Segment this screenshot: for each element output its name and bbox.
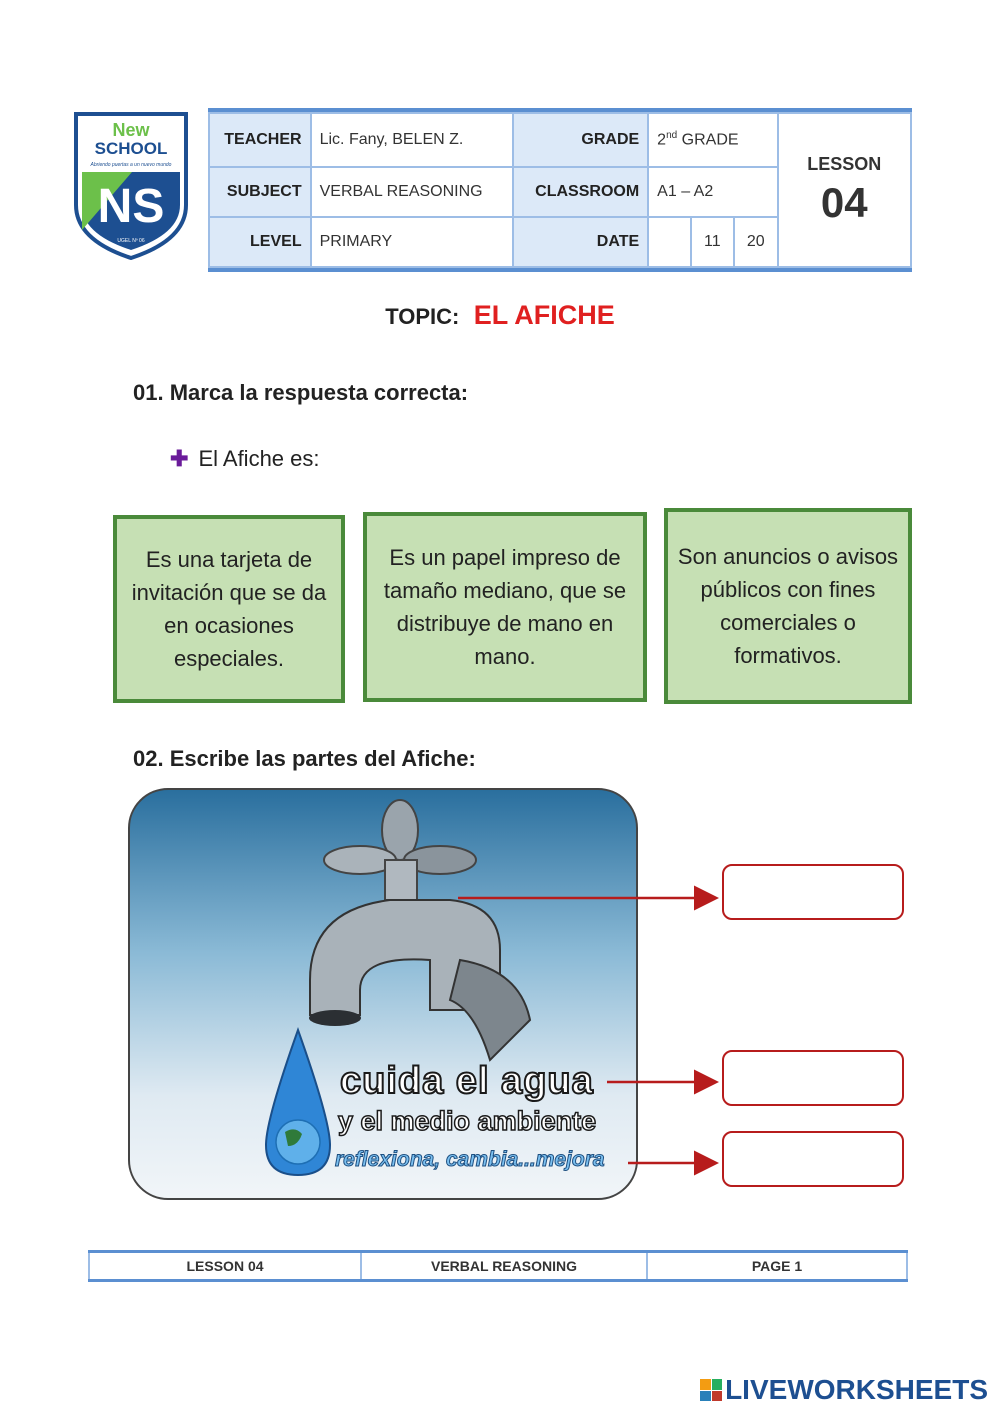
question-2-title: 02. Escribe las partes del Afiche:: [133, 746, 476, 771]
logo-line2: SCHOOL: [94, 139, 168, 158]
subject-label: SUBJECT: [209, 167, 311, 217]
classroom-label: CLASSROOM: [513, 167, 648, 217]
question-1-title: 01. Marca la respuesta correcta:: [133, 380, 469, 405]
bullet-arrow-icon: ✚: [170, 446, 189, 471]
option-card-3[interactable]: Son anuncios o avisos públicos con fines comerciales o formativos.: [664, 508, 912, 704]
topic-label: TOPIC:: [385, 304, 460, 329]
teacher-value: Lic. Fany, BELEN Z.: [311, 113, 513, 167]
level-value: PRIMARY: [311, 217, 513, 267]
logo-initials: NS: [97, 180, 165, 233]
date-month: 11: [691, 217, 734, 267]
date-day: [648, 217, 690, 267]
logo-tagline: Abriendo puertas a un nuevo mundo: [90, 162, 172, 168]
lesson-number: 04: [820, 178, 868, 226]
answer-box-2[interactable]: [722, 1050, 904, 1106]
poster-headline: cuida el agua: [340, 1060, 594, 1102]
lesson-cell: [778, 113, 911, 267]
footer-page: PAGE 1: [647, 1253, 907, 1279]
answer-box-3[interactable]: [722, 1131, 904, 1187]
date-year: 20: [734, 217, 778, 267]
prompt-text: El Afiche es:: [198, 446, 320, 471]
logo-ugel: UGEL Nº 06: [117, 238, 145, 244]
classroom-value: A1 – A2: [648, 167, 777, 217]
brand-text: LIVEWORKSHEETS: [725, 1374, 988, 1405]
liveworksheets-brand: [700, 1374, 988, 1406]
poster-subheadline: y el medio ambiente: [338, 1106, 597, 1136]
footer-lesson: LESSON 04: [89, 1253, 361, 1279]
grade-num: 2: [657, 131, 667, 149]
page-footer: [88, 1250, 908, 1282]
grade-label: GRADE: [513, 113, 648, 167]
lesson-label: LESSON: [807, 153, 882, 174]
question-1-prompt: [170, 446, 320, 472]
level-label: LEVEL: [209, 217, 311, 267]
subject-value: VERBAL REASONING: [311, 167, 513, 217]
logo-line1: New: [112, 120, 150, 140]
teacher-label: TEACHER: [209, 113, 311, 167]
header-table: [208, 108, 912, 272]
grade-value: [648, 113, 777, 167]
grade-sup: nd: [666, 130, 678, 142]
topic: [0, 300, 1000, 331]
poster-slogan: reflexiona, cambia...mejora: [335, 1148, 605, 1171]
answer-box-1[interactable]: [722, 864, 904, 920]
brand-logo-icon: [700, 1379, 722, 1401]
poster-image: [128, 788, 638, 1200]
option-card-2[interactable]: Es un papel impreso de tamaño mediano, que se distribuye de mano en mano.: [363, 512, 647, 702]
date-label: DATE: [513, 217, 648, 267]
school-logo: [72, 110, 190, 260]
topic-value: EL AFICHE: [473, 300, 615, 330]
footer-subject: VERBAL REASONING: [361, 1253, 647, 1279]
grade-rest: GRADE: [677, 131, 739, 149]
option-card-1[interactable]: Es una tarjeta de invitación que se da en ocasiones especiales.: [113, 515, 345, 703]
